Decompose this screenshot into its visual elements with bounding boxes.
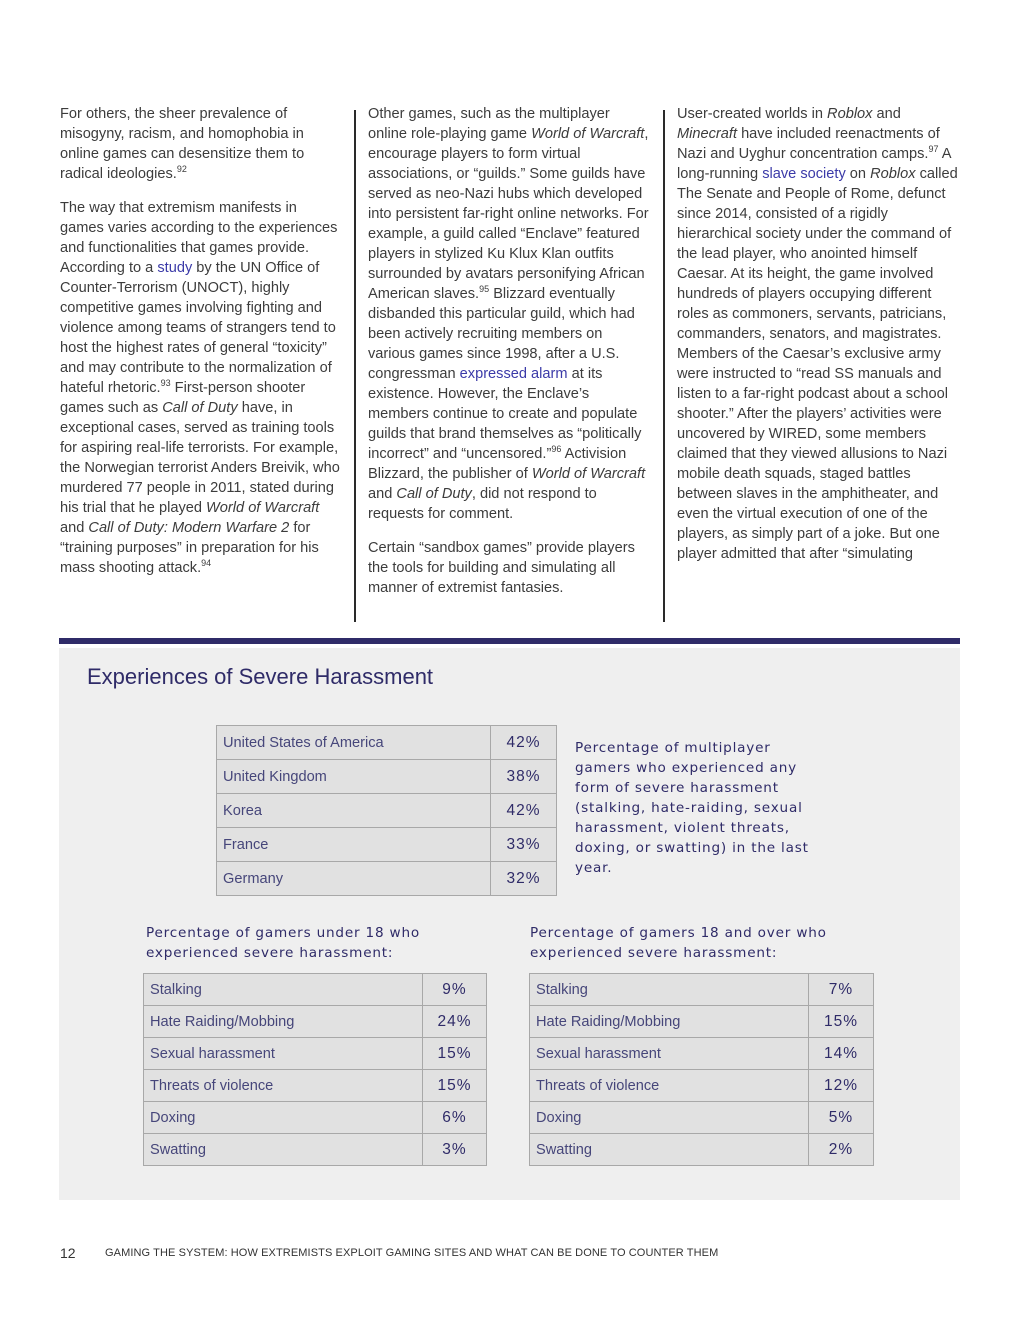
- row-value: 24%: [423, 1006, 487, 1038]
- row-value: 2%: [809, 1134, 874, 1166]
- body-columns: [60, 104, 960, 624]
- game-title: World of Warcraft: [531, 466, 646, 482]
- text: User-created worlds in: [677, 106, 828, 122]
- game-title: World of Warcraft: [206, 500, 320, 516]
- table-row: [530, 1134, 874, 1166]
- table-row: [530, 1006, 874, 1038]
- row-value: 7%: [809, 974, 874, 1006]
- game-title: Roblox: [827, 106, 873, 122]
- row-label: France: [217, 828, 491, 862]
- row-label: Hate Raiding/Mobbing: [530, 1006, 809, 1038]
- game-title: Roblox: [870, 166, 916, 182]
- text: Blizzard eventually disbanded this particular guild, which had been actively recruiting members on various games since 1998, after a U.S. congressman: [368, 286, 635, 382]
- text: The way that extremism manifests in games varies according to the experiences and functionalities that games provide. According to a: [60, 200, 338, 276]
- text: at its existence. However, the Enclave’s members continue to create and populate guilds that brand themselves as “politically incorrect” and “uncensored.”: [368, 366, 642, 462]
- row-label: Sexual harassment: [144, 1038, 423, 1070]
- text: For others, the sheer prevalence of misogyny, racism, and homophobia in online games can desensitize them to radical ideologies.: [60, 106, 305, 182]
- footnote-ref[interactable]: 97: [928, 144, 939, 154]
- link-slave-society[interactable]: slave society: [762, 166, 846, 182]
- text: for “training purposes” in preparation for his mass shooting attack.: [60, 520, 319, 576]
- table-row: [144, 1102, 487, 1134]
- text: and: [60, 520, 89, 536]
- under18-harassment-table: [143, 973, 487, 1166]
- paragraph: [60, 104, 340, 184]
- game-title: Minecraft: [677, 126, 738, 142]
- row-value: 3%: [423, 1134, 487, 1166]
- row-value: 33%: [491, 828, 557, 862]
- row-label: Doxing: [144, 1102, 423, 1134]
- adult-caption: Percentage of gamers 18 and over who experienced severe harassment:: [530, 925, 827, 961]
- row-value: 38%: [491, 760, 557, 794]
- text: have included reenactments of Nazi and Uyghur concentration camps.: [677, 126, 940, 162]
- row-value: 14%: [809, 1038, 874, 1070]
- row-label: Threats of violence: [144, 1070, 423, 1102]
- row-label: Germany: [217, 862, 491, 896]
- column-divider: [354, 110, 356, 622]
- row-value: 32%: [491, 862, 557, 896]
- paragraph: Certain “sandbox games” provide players the tools for building and simulating all manner of extremist fantasies.: [368, 540, 635, 596]
- link-expressed-alarm[interactable]: expressed alarm: [459, 366, 568, 382]
- table-row: [144, 1070, 487, 1102]
- text: Activision Blizzard, the publisher of: [368, 446, 627, 482]
- row-label: Threats of violence: [530, 1070, 809, 1102]
- row-value: 6%: [423, 1102, 487, 1134]
- running-title: GAMING THE SYSTEM: HOW EXTREMISTS EXPLOIT GAMING SITES AND WHAT CAN BE DONE TO COUNTER THEM: [105, 1247, 719, 1259]
- column-divider: [663, 110, 665, 622]
- row-label: United States of America: [217, 726, 491, 760]
- text: have, in exceptional cases, served as training tools for aspiring real-life terrorists. For example, the Norwegian terrorist Anders Breivik, who murdered 77 people in 2011, stated during his trial that he played: [60, 400, 340, 516]
- row-value: 12%: [809, 1070, 874, 1102]
- game-title: Call of Duty: [396, 486, 472, 502]
- table-row: [144, 1006, 487, 1038]
- footnote-ref[interactable]: 92: [176, 164, 187, 174]
- row-value: 5%: [809, 1102, 874, 1134]
- table-row: [530, 1038, 874, 1070]
- country-table-note: Percentage of multiplayer gamers who experienced any form of severe harassment (stalking, hate-raiding, sexual harassment, violent threats, doxing, or swatting) in the last year.: [575, 740, 809, 876]
- adult-harassment-table: [529, 973, 874, 1166]
- text: and: [368, 486, 397, 502]
- row-label: Stalking: [144, 974, 423, 1006]
- text: called The Senate and People of Rome, defunct since 2014, consisted of a rigidly hierarchical society under the command of the lead player, who anointed himself Caesar. At its height, the game involved hundreds of players occupying different roles as commoners, servants, patricians, commanders, senators, and magistrates. Members of the Caesar’s exclusive army were instructed to “read SS manuals and listen to a far-right podcast about a school shooter.” After the players’ activities were uncovered by WIRED, some members claimed that they viewed allusions to Nazi mobile death squads, staged battles between slaves in the amphitheater, and even the virtual execution of one of the players, as simply part of a joke. But one player admitted that after “simulating: [677, 166, 958, 562]
- text: Other games, such as the multiplayer online role-playing game: [368, 106, 610, 142]
- paragraph: [60, 198, 340, 578]
- row-label: Stalking: [530, 974, 809, 1006]
- row-value: 15%: [809, 1006, 874, 1038]
- game-title: Call of Duty: Modern Warfare 2: [88, 520, 290, 536]
- text: First-person shooter games such as: [60, 380, 306, 416]
- game-title: Call of Duty: [162, 400, 238, 416]
- row-label: United Kingdom: [217, 760, 491, 794]
- text: and: [872, 106, 901, 122]
- row-label: Sexual harassment: [530, 1038, 809, 1070]
- row-value: 15%: [423, 1070, 487, 1102]
- game-title: World of Warcraft: [531, 126, 645, 142]
- link-study[interactable]: study: [157, 260, 193, 276]
- table-row: [217, 794, 557, 828]
- footnote-ref[interactable]: 96: [551, 444, 562, 454]
- row-value: 9%: [423, 974, 487, 1006]
- table-row: [217, 828, 557, 862]
- text: A long-running: [677, 146, 951, 182]
- paragraph: [368, 104, 652, 524]
- footnote-ref[interactable]: 93: [160, 378, 171, 388]
- column-3: [677, 104, 962, 578]
- footnote-ref[interactable]: 94: [201, 558, 212, 568]
- table-row: [144, 1134, 487, 1166]
- table-row: [217, 760, 557, 794]
- row-value: 15%: [423, 1038, 487, 1070]
- sidebar-box-top-bar: [59, 638, 960, 644]
- text: , did not respond to requests for comment.: [368, 486, 597, 522]
- text: on: [845, 166, 871, 182]
- row-label: Swatting: [144, 1134, 423, 1166]
- row-label: Doxing: [530, 1102, 809, 1134]
- table-row: [217, 862, 557, 896]
- under18-caption: Percentage of gamers under 18 who experienced severe harassment:: [146, 925, 420, 961]
- row-value: 42%: [491, 726, 557, 760]
- table-row: [144, 1038, 487, 1070]
- table-row: [530, 1102, 874, 1134]
- column-2: [368, 104, 652, 612]
- table-row: [217, 726, 557, 760]
- row-label: Swatting: [530, 1134, 809, 1166]
- footnote-ref[interactable]: 95: [479, 284, 490, 294]
- text: by the UN Office of Counter-Terrorism (UNOCT), highly competitive games involving fighting and violence among teams of strangers tend to host the highest rates of general “toxicity” and may contribute to the normalization of hateful rhetoric.: [60, 260, 336, 396]
- country-harassment-table: [216, 725, 557, 896]
- table-row: [530, 1070, 874, 1102]
- table-row: [144, 974, 487, 1006]
- row-label: Korea: [217, 794, 491, 828]
- page-number: 12: [60, 1245, 76, 1261]
- row-label: Hate Raiding/Mobbing: [144, 1006, 423, 1038]
- paragraph: [677, 104, 962, 564]
- table-row: [530, 974, 874, 1006]
- sidebar-box-title: Experiences of Severe Harassment: [87, 664, 434, 689]
- text: , encourage players to form virtual associations, or “guilds.” Some guilds have served as neo-Nazi hubs which developed into persistent far-right online networks. For example, a guild called “Enclave” featured players in stylized Ku Klux Klan outfits surrounded by avatars personifying African American slaves.: [368, 126, 649, 302]
- row-value: 42%: [491, 794, 557, 828]
- column-1: [60, 104, 340, 592]
